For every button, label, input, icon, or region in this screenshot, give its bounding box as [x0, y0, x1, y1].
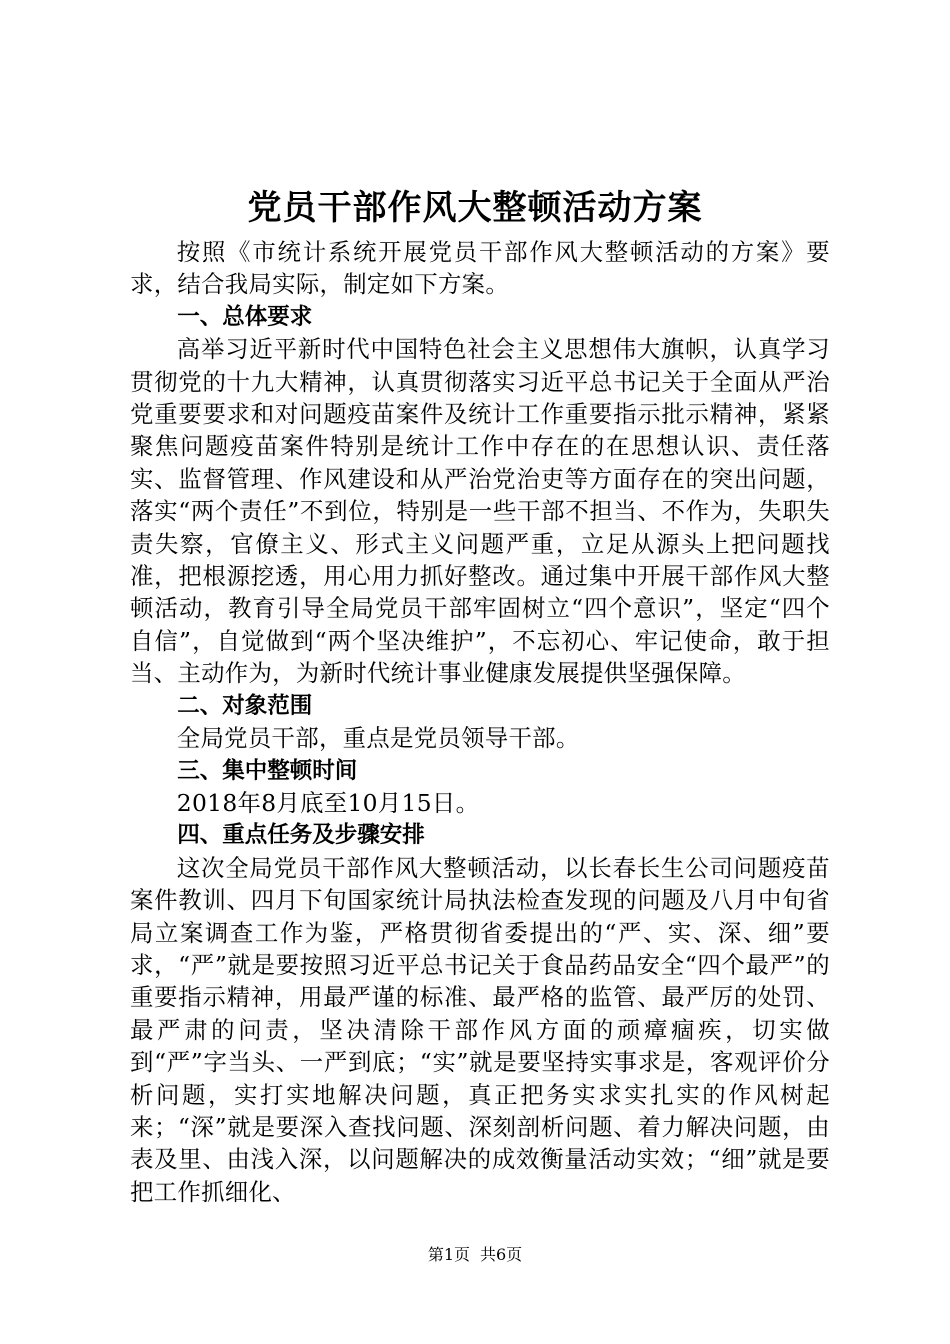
section-body-scope: 全局党员干部，重点是党员领导干部。	[176, 724, 580, 753]
page-footer	[0, 1243, 950, 1267]
section-body-general-requirements: 高举习近平新时代中国特色社会主义思想伟大旗帜，认真学习贯彻党的十九大精神，认真贯彻落实习近平总书记关于全面从严治党重要要求和对问题疫苗案件及统计工作重要指示批示精神，紧紧聚焦问题疫苗案件特别是统计工作中存在的在思想认识、责任落实、监督管理、作风建设和从严治党治吏等方面存在的突出问题，落实“两个责任”不到位，特别是一些干部不担当、不作为，失职失责失察，官僚主义、形式主义问题严重，立足从源头上把问题找准，把根源挖透，用心用力抓好整改。通过集中开展干部作风大整顿活动，教育引导全局党员干部牢固树立“四个意识”，坚定“四个自信”，自觉做到“两个坚决维护”，不忘初心、牢记使命，敢于担当、主动作为，为新时代统计事业健康发展提供坚强保障。	[130, 335, 830, 688]
section-heading-scope: 二、对象范围	[177, 692, 313, 719]
section-heading-general-requirements: 一、总体要求	[177, 303, 313, 330]
document-body	[130, 236, 830, 1208]
page-number: 第1页	[427, 1245, 470, 1264]
section-heading-key-tasks: 四、重点任务及步骤安排	[177, 822, 425, 849]
section-body-time: 2018年8月底至10月15日。	[176, 788, 480, 817]
section-heading-time: 三、集中整顿时间	[177, 757, 358, 784]
intro-paragraph: 按照《市统计系统开展党员干部作风大整顿活动的方案》要求，结合我局实际，制定如下方案。	[130, 238, 830, 299]
document-title: 党员干部作风大整顿活动方案	[247, 188, 703, 228]
section-body-key-tasks: 这次全局党员干部作风大整顿活动，以长春长生公司问题疫苗案件教训、四月下旬国家统计局执法检查发现的问题及八月中旬省局立案调查工作为鉴，严格贯彻省委提出的“严、实、深、细”要求，“严”就是要按照习近平总书记关于食品药品安全“四个最严”的重要指示精神，用最严谨的标准、最严格的监管、最严厉的处罚、最严肃的问责，坚决清除干部作风方面的顽瘴痼疾，切实做到“严”字当头、一严到底；“实”就是要坚持实事求是，客观评价分析问题，实打实地解决问题，真正把务实求实扎实的作风树起来；“深”就是要深入查找问题、深刻剖析问题、着力解决问题，由表及里、由浅入深，以问题解决的成效衡量活动实效；“细”就是要把工作抓细化、	[130, 853, 830, 1206]
page-total: 共6页	[480, 1245, 523, 1264]
